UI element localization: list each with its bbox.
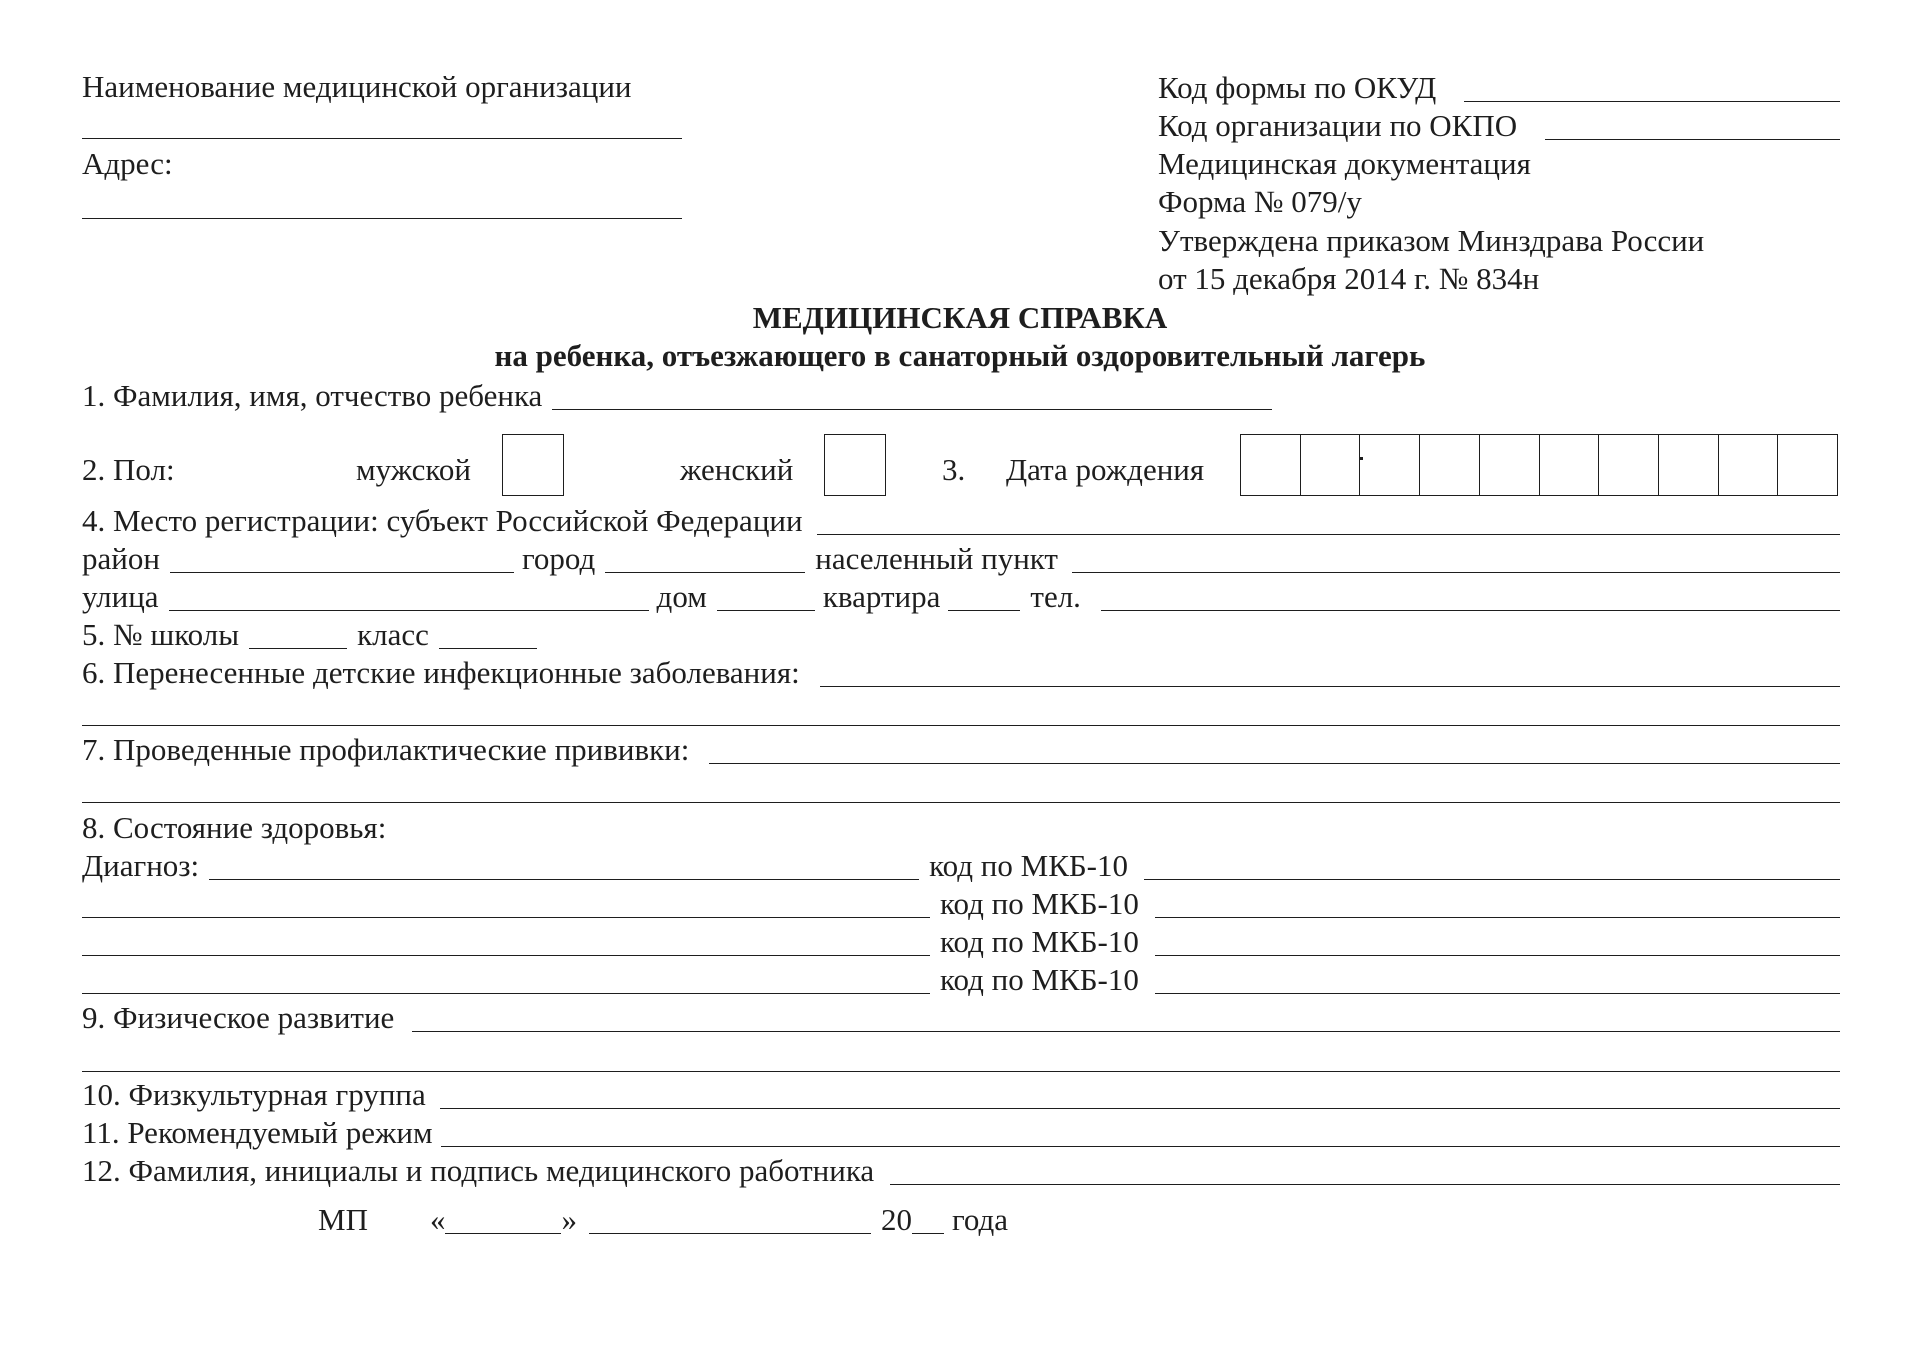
dob-cell[interactable] [1360, 435, 1420, 495]
regime-field[interactable] [441, 1146, 1840, 1147]
icd-label: код по МКБ-10 [940, 962, 1139, 997]
house-label: дом [656, 579, 707, 614]
settlement-field[interactable] [1072, 572, 1840, 573]
district-label: район [82, 541, 160, 576]
school-field[interactable] [249, 648, 347, 649]
dob-cell[interactable] [1599, 435, 1659, 495]
org-name-label: Наименование медицинской организации [82, 69, 632, 104]
class-label: класс [357, 617, 429, 652]
street-label: улица [82, 579, 159, 614]
female-label: женский [680, 452, 794, 487]
diagnosis-field[interactable] [82, 993, 930, 994]
dob-cell[interactable] [1540, 435, 1600, 495]
address-label: Адрес: [82, 146, 173, 181]
year-suffix: года [951, 1202, 1009, 1237]
med-doc-text: Медицинская документация [1158, 146, 1531, 181]
diagnosis-field[interactable] [209, 879, 919, 880]
day-field[interactable] [445, 1233, 561, 1234]
form-number: Форма № 079/у [1158, 184, 1362, 219]
pe-group-label: 10. Физкультурная группа [82, 1077, 426, 1112]
icd-field[interactable] [1155, 993, 1840, 994]
district-field[interactable] [170, 572, 514, 573]
dob-cell[interactable] [1480, 435, 1540, 495]
vaccinations-label: 7. Проведенные профилактические прививки: [82, 732, 690, 767]
row-diagnosis-1 [82, 846, 1840, 884]
month-field[interactable] [589, 1233, 871, 1234]
physical-development-field-extra[interactable] [82, 1071, 1840, 1072]
region-field[interactable] [817, 534, 1840, 535]
okud-row [1158, 68, 1840, 106]
row-infections [82, 653, 1840, 691]
signature-label: 12. Фамилия, инициалы и подпись медицинского работника [82, 1153, 875, 1188]
icd-label: код по МКБ-10 [940, 924, 1139, 959]
street-field[interactable] [169, 610, 649, 611]
physical-development-field[interactable] [412, 1031, 1840, 1032]
row-school [82, 615, 602, 653]
row-registration-region [82, 501, 1840, 539]
dob-cell[interactable] [1719, 435, 1779, 495]
approved-date: от 15 декабря 2014 г. № 834н [1158, 261, 1540, 296]
physical-development-label: 9. Физическое развитие [82, 1000, 395, 1035]
vaccinations-field-extra[interactable] [82, 802, 1840, 803]
dob-cell[interactable] [1420, 435, 1480, 495]
row-signature [82, 1151, 1840, 1189]
okpo-field[interactable] [1545, 139, 1840, 140]
quote-open: « [429, 1202, 446, 1237]
phone-field[interactable] [1101, 610, 1840, 611]
year-prefix: 20 [880, 1202, 912, 1237]
infections-field-extra[interactable] [82, 725, 1840, 726]
icd-label: код по МКБ-10 [929, 848, 1128, 883]
okud-label: Код формы по ОКУД [1158, 70, 1437, 105]
phone-label: тел. [1030, 579, 1081, 614]
icd-field[interactable] [1155, 917, 1840, 918]
signature-field[interactable] [890, 1184, 1840, 1185]
pe-group-field[interactable] [440, 1108, 1840, 1109]
stamp-label: МП [318, 1202, 368, 1237]
dob-label: Дата рождения [1006, 452, 1205, 487]
okpo-row [1158, 106, 1840, 144]
address-field[interactable] [82, 218, 682, 219]
row-vaccinations [82, 730, 1840, 768]
icd-field[interactable] [1155, 955, 1840, 956]
dob-cells[interactable] [1240, 434, 1838, 496]
city-field[interactable] [605, 572, 805, 573]
sex-label: 2. Пол: [82, 452, 175, 487]
icd-field[interactable] [1144, 879, 1840, 880]
form-title: МЕДИЦИНСКАЯ СПРАВКА [752, 300, 1168, 335]
apartment-label: квартира [822, 579, 941, 614]
row-registration-district [82, 539, 1840, 577]
regime-label: 11. Рекомендуемый режим [82, 1115, 433, 1150]
row-footer-date [318, 1200, 1078, 1238]
female-checkbox[interactable] [824, 434, 886, 496]
form-subtitle: на ребенка, отъезжающего в санаторный оздоровительный лагерь [494, 338, 1426, 373]
settlement-label: населенный пункт [815, 541, 1058, 576]
diagnosis-label: Диагноз: [82, 848, 200, 883]
row-regime [82, 1113, 1840, 1151]
diagnosis-field[interactable] [82, 955, 930, 956]
okud-field[interactable] [1464, 101, 1840, 102]
infections-label: 6. Перенесенные детские инфекционные заболевания: [82, 655, 800, 690]
row-physical-development [82, 998, 1840, 1036]
row-child-name [82, 376, 1272, 414]
infections-field[interactable] [820, 686, 1840, 687]
dob-cell[interactable] [1301, 435, 1361, 495]
registration-label: 4. Место регистрации: субъект Российской Федерации [82, 503, 803, 538]
school-label: 5. № школы [82, 617, 240, 652]
male-checkbox[interactable] [502, 434, 564, 496]
child-name-label: 1. Фамилия, имя, отчество ребенка [82, 378, 543, 413]
child-name-field[interactable] [552, 409, 1272, 410]
okpo-label: Код организации по ОКПО [1158, 108, 1518, 143]
row-diagnosis-3 [82, 922, 1840, 960]
row-pe-group [82, 1075, 1840, 1113]
vaccinations-field[interactable] [709, 763, 1840, 764]
dob-number: 3. [942, 452, 966, 487]
class-field[interactable] [439, 648, 537, 649]
diagnosis-field[interactable] [82, 917, 930, 918]
row-diagnosis-4 [82, 960, 1840, 998]
apartment-field[interactable] [948, 610, 1020, 611]
approved-text: Утверждена приказом Минздрава России [1158, 223, 1705, 258]
org-name-field[interactable] [82, 138, 682, 139]
quote-close: » [561, 1202, 577, 1237]
health-label: 8. Состояние здоровья: [82, 810, 387, 845]
row-diagnosis-2 [82, 884, 1840, 922]
row-registration-street [82, 577, 1840, 615]
dob-cell[interactable] [1241, 435, 1301, 495]
year-field[interactable] [912, 1233, 944, 1234]
dob-cell[interactable] [1659, 435, 1719, 495]
dob-cell[interactable] [1778, 435, 1837, 495]
male-label: мужской [356, 452, 471, 487]
house-field[interactable] [717, 610, 815, 611]
city-label: город [521, 541, 596, 576]
icd-label: код по МКБ-10 [940, 886, 1139, 921]
